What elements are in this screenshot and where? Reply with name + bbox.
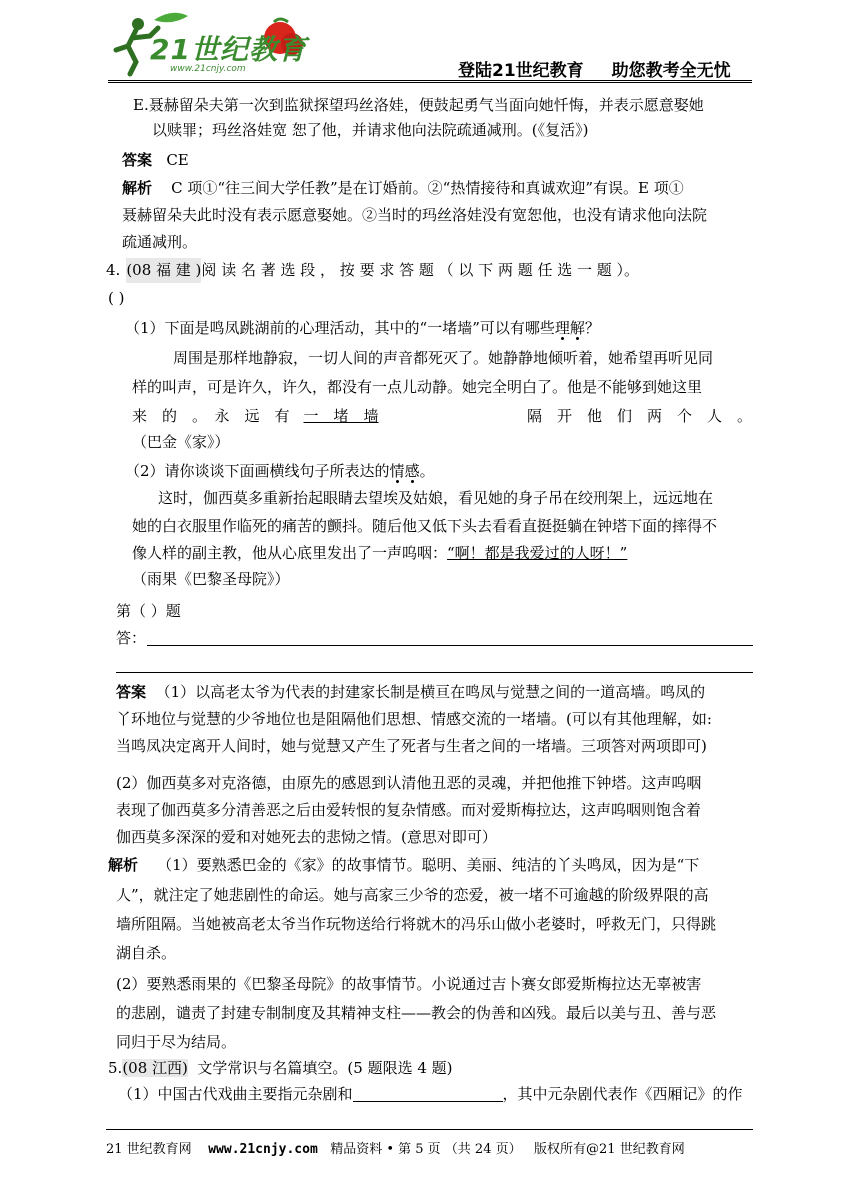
q4-sub1-passage-line1: 周围是那样地静寂，一切人间的声音都死灭了。她静静地倾听着，她希望再听见同 <box>173 349 714 367</box>
q4-sub2-passage-line2: 她的白衣服里作临死的痛苦的颤抖。随后他又低下头去看看直挺挺躺在钟塔下面的摔得不 <box>132 517 718 535</box>
sub1-question-end: ？ <box>584 319 600 337</box>
footer <box>106 1138 685 1157</box>
header-slogan <box>458 56 731 81</box>
q4-explanation-line1 <box>108 853 699 878</box>
passage-text: 来 的 。 永 远 有 <box>132 407 290 425</box>
footer-url[interactable]: www.21cnjy.com <box>208 1142 318 1157</box>
q5-sub1 <box>118 1082 743 1107</box>
logo-text: 21世纪教育 <box>150 33 307 66</box>
explanation-text: （1）要熟悉巴金的《家》的故事情节。聪明、美丽、纯洁的丫头鸣凤，因为是“下 <box>157 856 700 874</box>
q4-explanation-line2: 人”，就注定了她悲剧性的命运。她与高家三少爷的恋爱，被一堵不可逾越的阶级界限的高 <box>116 886 709 904</box>
passage-text: 像人样的副主教，他从心底里发出了一声呜咽： <box>132 544 448 562</box>
answer-label: 答案 <box>122 151 153 169</box>
footer-site: 21 世纪教育网 <box>106 1142 192 1157</box>
q4-answer-line1 <box>116 680 705 705</box>
q4-sub2-source: （雨果《巴黎圣母院》） <box>132 570 290 588</box>
q4-sub1-passage-line2: 样的叫声，可是许久，许久，都没有一点儿动静。她完全明白了。他是不能够到她这里 <box>132 378 703 396</box>
footer-copyright: 版权所有@21 世纪教育网 <box>534 1142 685 1157</box>
sub2-question-end: 。 <box>419 462 435 480</box>
explanation-label: 解析 <box>122 179 153 197</box>
q4-sub1-question <box>125 316 600 341</box>
q4-sub2-passage-line1: 这时，伽西莫多重新抬起眼睛去望埃及姑娘，看见她的身子吊在绞刑架上，远远地在 <box>158 489 714 507</box>
q3-option-e-line2: 以赎罪；玛丝洛娃宽 恕了他，并请求他向法院疏通减刑。(《复活》) <box>152 121 589 139</box>
q5-number: 5. <box>108 1059 123 1077</box>
q4-answer2-line2: 表现了伽西莫多分清善恶之后由爱转恨的复杂情感。而对爱斯梅拉达，这声呜咽则饱含着 <box>116 801 702 819</box>
q4-explanation2-line1: (2）要熟悉雨果的《巴黎圣母院》的故事情节。小说通过吉卜赛女郎爱斯梅拉达无辜被害 <box>116 975 702 993</box>
q4-sub2-passage-line3 <box>132 541 635 566</box>
q4-sub1-source: （巴金《家》） <box>132 433 230 451</box>
q5-sub1-text-end: ，其中元杂剧代表作《西厢记》的作 <box>502 1085 743 1103</box>
q3-answer <box>122 148 189 173</box>
underlined-phrase: 一 堵 墙 <box>303 407 379 425</box>
answer-value: CE <box>166 151 189 169</box>
sub2-question-text: （2）请你谈谈下面画横线句子所表达的 <box>125 462 390 480</box>
explanation-label: 解析 <box>108 856 139 874</box>
q5-sub1-text: （1）中国古代戏曲主要指元杂剧和 <box>118 1085 353 1103</box>
answer-line-1[interactable] <box>147 645 753 646</box>
q4-sub2-question <box>125 459 435 484</box>
answer-line-2[interactable] <box>116 672 753 673</box>
slogan-left: 登陆21世纪教育 <box>458 61 584 81</box>
q4-explanation2-line3: 同归于尽为结局。 <box>116 1033 237 1051</box>
footer-rule <box>106 1129 753 1130</box>
emphasis-char: 情 <box>389 462 405 480</box>
passage-text: 隔 开 他 们 两 个 人 。 <box>526 407 752 425</box>
explanation-text: C 项①“往三间大学任教”是在订婚前。②“热情接待和真诚欢迎”有误。E 项① <box>171 179 684 197</box>
q4-source: (08 福 建 ) <box>126 258 201 283</box>
q4-explanation-line3: 墙所阻隔。当她被高老太爷当作玩物送给行将就木的冯乐山做小老婆时，呼救无门，只得跳 <box>116 915 717 933</box>
q4-sub1-passage-line3 <box>132 404 752 429</box>
q3-explanation-line1 <box>122 176 684 201</box>
q4-choice-label: 第（ ）题 <box>116 602 181 620</box>
emphasis-char: 解 <box>569 319 585 337</box>
emphasis-char: 理 <box>554 319 570 337</box>
header-rule-2 <box>108 82 752 83</box>
answer-label: 答案 <box>116 683 147 701</box>
q3-option-e-line1: E.聂赫留朵夫第一次到监狱探望玛丝洛娃，便鼓起勇气当面向她忏悔，并表示愿意娶她 <box>133 96 704 114</box>
sub1-question-text: （1）下面是鸣凤跳湖前的心理活动，其中的“一堵墙”可以有哪些 <box>125 319 555 337</box>
q4-answer-line2: 丫环地位与觉慧的少爷地位也是阻隔他们思想、情感交流的一堵墙。(可以有其他理解，如: <box>116 710 712 728</box>
q4-explanation2-line2: 的悲剧，谴责了封建专制制度及其精神支柱——教会的伪善和凶残。最后以美与丑、善与恶 <box>116 1004 717 1022</box>
q4-answer2-line1: (2）伽西莫多对克洛德，由原先的感恩到认清他丑恶的灵魂，并把他推下钟塔。这声呜咽 <box>116 774 702 792</box>
q4-stem-text: 阅 读 名 著 选 段 ， 按 要 求 答 题 （ 以 下 两 题 任 选 一 题 ）。 <box>201 261 640 279</box>
q5-source: (08 江西) <box>122 1059 188 1077</box>
answer-text: （1）以高老太爷为代表的封建家长制是横亘在鸣凤与觉慧之间的一道高墙。鸣凤的 <box>155 683 706 701</box>
q4-stem <box>106 258 754 283</box>
underlined-sentence: “啊！都是我爱过的人呀！” <box>447 544 628 562</box>
q4-blank: ( ) <box>108 289 125 307</box>
header-rule <box>108 80 752 81</box>
slogan-right: 助您教考全无忧 <box>611 61 731 81</box>
q3-explanation-line2: 聂赫留朵夫此时没有表示愿意娶她。②当时的玛丝洛娃没有宽恕他，也没有请求他向法院 <box>122 206 708 224</box>
q5-stem-text: 文学常识与名篇填空。(5 题限选 4 题) <box>197 1059 453 1077</box>
logo-url: www.21cnjy.com <box>170 64 246 74</box>
q3-explanation-line3: 疏通减刑。 <box>122 233 198 251</box>
q5-stem <box>108 1056 453 1081</box>
q4-answer2-line3: 伽西莫多深深的爱和对她死去的悲恸之情。(意思对即可） <box>116 828 497 846</box>
q4-answer-label: 答： <box>116 629 147 647</box>
emphasis-char: 感 <box>404 462 420 480</box>
q4-answer-line3: 当鸣凤决定离开人间时，她与觉慧又产生了死者与生者之间的一堵墙。三项答对两项即可) <box>116 737 707 755</box>
q4-explanation-line4: 湖自杀。 <box>116 944 177 962</box>
fill-blank[interactable] <box>353 1083 503 1102</box>
footer-page-info: 精品资料 • 第 5 页 （共 24 页） <box>330 1142 522 1157</box>
q4-number: 4. <box>106 261 121 279</box>
